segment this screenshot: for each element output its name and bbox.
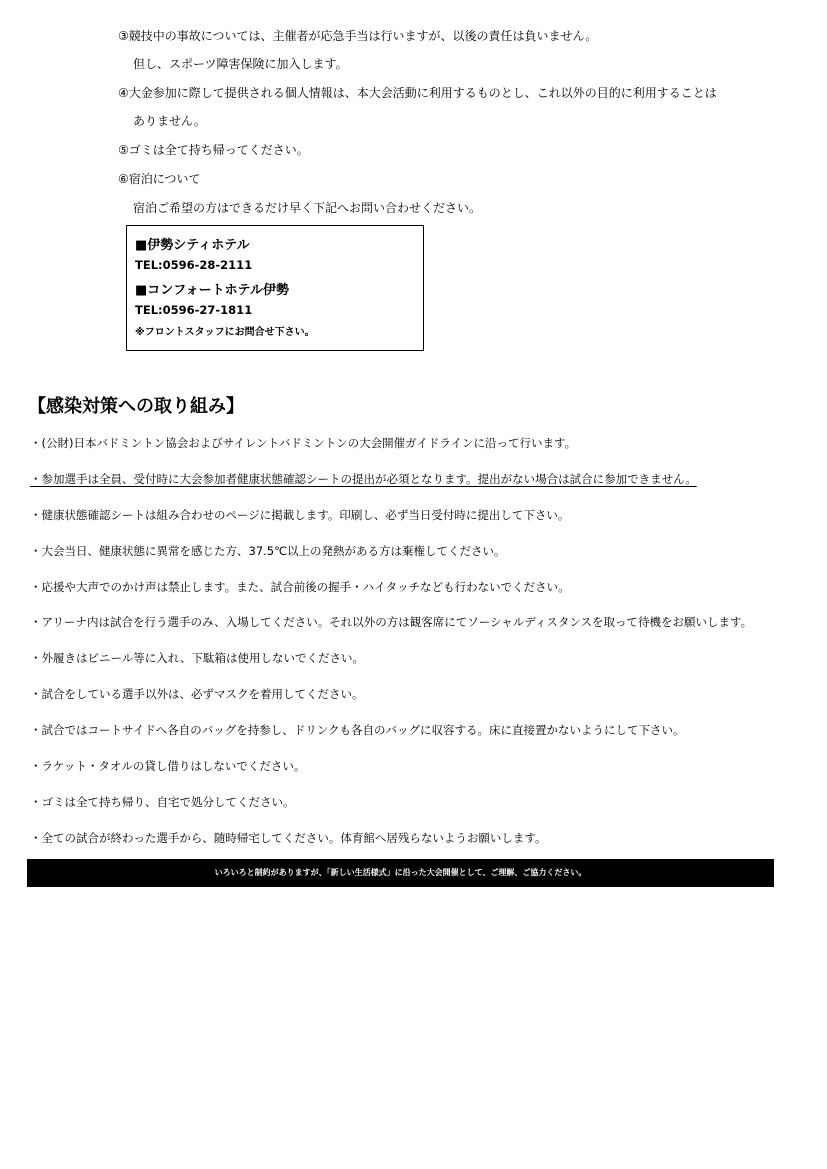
hotel-1-name: ■伊勢シティホテル <box>135 238 250 253</box>
rule-item-3-continued: 但し、スポーツ障害保険に加入します。 <box>133 57 348 71</box>
cooperation-banner: いろいろと制約がありますが、「新しい生活様式」に沿った大会開催として、ご理解、ご協力ください。 <box>27 859 774 887</box>
hotel-2-tel: TEL:0596-27-1811 <box>135 303 253 317</box>
rule-item-4: ④大金参加に際して提供される個人情報は、本大会活動に利用するものとし、これ以外の目的に利用することは <box>118 86 717 100</box>
infection-bullet: ・(公財)日本バドミントン協会およびサイレントバドミントンの大会開催ガイドラインに沿って行います。 <box>30 436 577 450</box>
infection-bullet: ・試合をしている選手以外は、必ずマスクを着用してください。 <box>30 687 364 701</box>
infection-bullet: ・応援や大声でのかけ声は禁止します。また、試合前後の握手・ハイタッチなども行わないでください。 <box>30 580 570 594</box>
infection-bullet: ・全ての試合が終わった選手から、随時帰宅してください。体育館へ居残らないようお願いします。 <box>30 831 547 845</box>
infection-bullet: ・ゴミは全て持ち帰り、自宅で処分してください。 <box>30 795 295 809</box>
hotel-info-box <box>126 225 424 351</box>
hotel-note: ※フロントスタッフにお問合せ下さい。 <box>135 327 315 338</box>
infection-bullet: ・アリーナ内は試合を行う選手のみ、入場してください。それ以外の方は観客席にてソーシャルディスタンスを取って待機をお願いします。 <box>30 615 753 629</box>
infection-bullet: ・外履きはビニール等に入れ、下駄箱は使用しないでください。 <box>30 651 364 665</box>
infection-bullet: ・健康状態確認シートは組み合わせのページに掲載します。印刷し、必ず当日受付時に提出して下さい。 <box>30 508 570 522</box>
infection-bullet: ・大会当日、健康状態に異常を感じた方、37.5℃以上の発熱がある方は棄権してください。 <box>30 544 506 558</box>
hotel-1-tel: TEL:0596-28-2111 <box>135 258 253 272</box>
hotel-2-name: ■コンフォートホテル伊勢 <box>135 283 289 298</box>
infection-bullet: ・試合ではコートサイドへ各自のバッグを持参し、ドリンクも各自のバッグに収容する。床に直接置かないようにして下さい。 <box>30 723 685 737</box>
rule-item-4-continued: ありません。 <box>133 114 206 128</box>
rule-item-5: ⑤ゴミは全て持ち帰ってください。 <box>118 143 309 157</box>
infection-bullet: ・ラケット・タオルの貸し借りはしないでください。 <box>30 759 306 773</box>
rule-item-6-continued: 宿泊ご希望の方はできるだけ早く下記へお問い合わせください。 <box>133 201 482 215</box>
infection-bullet: ・参加選手は全員、受付時に大会参加者健康状態確認シートの提出が必須となります。提出がない場合は試合に参加できません。 <box>30 472 697 486</box>
infection-section-title: 【感染対策への取り組み】 <box>28 396 244 417</box>
rule-item-6: ⑥宿泊について <box>118 172 201 186</box>
rule-item-3: ③競技中の事故については、主催者が応急手当は行いますが、以後の責任は負いません。 <box>118 29 598 43</box>
